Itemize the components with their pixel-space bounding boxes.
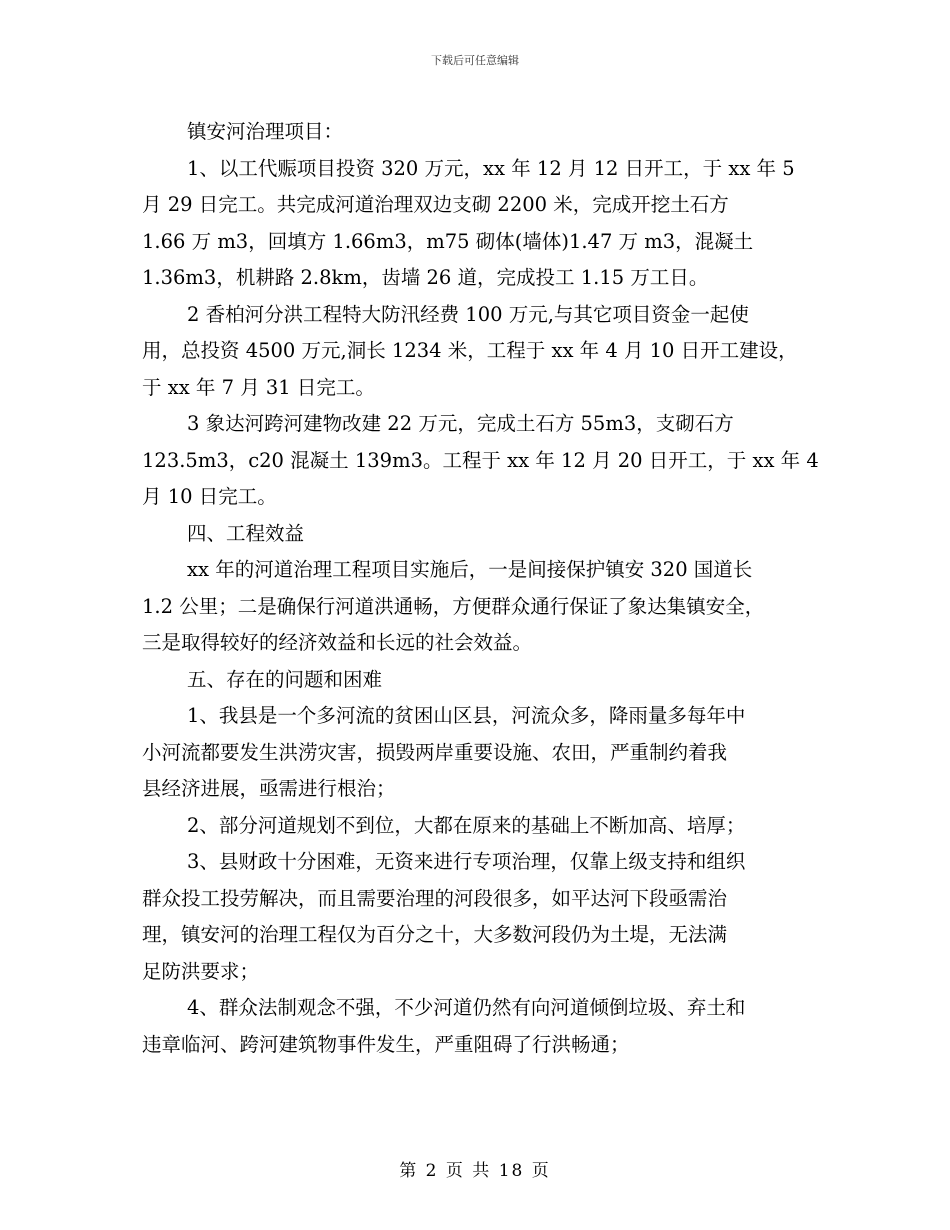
text-line: 2、部分河道规划不到位，大都在原来的基础上不断加高、培厚； [187, 813, 746, 837]
text-line: 于 xx 年 7 月 31 日完工。 [142, 375, 375, 399]
text-line: 1、以工代赈项目投资 320 万元，xx 年 12 月 12 日开工，于 xx 年 5 [187, 156, 795, 180]
text-line: 四、工程效益 [187, 521, 305, 545]
text-line: 3 象达河跨河建物改建 22 万元，完成土石方 55m3，支砌石方 [187, 412, 734, 435]
text-line: 123.5m3，c20 混凝土 139m3。工程于 xx 年 12 月 20 日开工，于 xx 年 4 [142, 448, 819, 472]
text-line: 用，总投资 4500 万元,洞长 1234 米，工程于 xx 年 4 月 10 日开工建设， [142, 339, 798, 362]
page-footer: 第 2 页 共 18 页 [399, 1161, 551, 1181]
text-line: 镇安河治理项目： [187, 120, 344, 143]
text-line: 4、群众法制观念不强，不少河道仍然有向河道倾倒垃圾、弃土和 [187, 996, 746, 1019]
text-line: 1.36m3，机耕路 2.8km，齿墙 26 道，完成投工 1.15 万工日。 [142, 266, 709, 289]
text-line: 违章临河、跨河建筑物事件发生，严重阻碍了行洪畅通； [142, 1032, 630, 1056]
text-line: 2 香柏河分洪工程特大防汛经费 100 万元,与其它项目资金一起使 [187, 302, 749, 326]
text-line: 理，镇安河的治理工程仅为百分之十，大多数河段仍为土堤，无法满 [142, 923, 728, 946]
text-line: 三是取得较好的经济效益和长远的社会效益。 [142, 631, 533, 654]
document-body [142, 114, 822, 1063]
text-line: 小河流都要发生洪涝灾害，损毁两岸重要设施、农田，严重制约着我 [142, 740, 728, 764]
text-line: 月 29 日完工。共完成河道治理双边支砌 2200 米，完成开挖土石方 [142, 193, 729, 216]
text-line: 足防洪要求； [142, 959, 260, 983]
text-line: 1、我县是一个多河流的贫困山区县，河流众多，降雨量多每年中 [187, 704, 746, 727]
text-line: 月 10 日完工。 [142, 485, 277, 508]
text-line: 县经济进展，亟需进行根治； [142, 777, 396, 800]
text-line: 1.2 公里；二是确保行河道洪通畅，方便群众通行保证了象达集镇安全， [142, 594, 765, 618]
page-header: 下载后可任意编辑 [431, 54, 519, 67]
text-line: 1.66 万 m3，回填方 1.66m3，m75 砌体(墙体)1.47 万 m3，混凝土 [142, 229, 754, 253]
text-line: 群众投工投劳解决，而且需要治理的河段很多，如平达河下段亟需治 [142, 886, 728, 910]
text-line: 五、存在的问题和困难 [187, 667, 383, 691]
text-line: xx 年的河道治理工程项目实施后，一是间接保护镇安 320 国道长 [187, 558, 753, 581]
text-line: 3、县财政十分困难，无资来进行专项治理，仅靠上级支持和组织 [187, 850, 746, 873]
